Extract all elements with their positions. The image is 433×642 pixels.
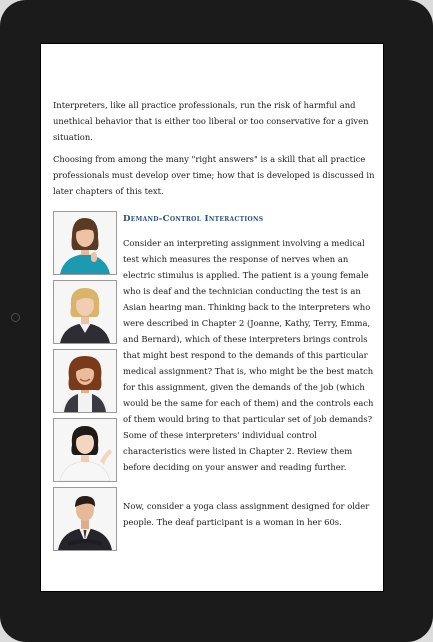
camera-icon (11, 313, 20, 322)
paragraph-right-answers: Choosing from among the many "right answers" is a skill that all practice professionals must develop over time; how that is developed is discussed in later chapters of this text. (53, 154, 375, 196)
portrait-3-icon (53, 349, 117, 413)
paragraph-intro: Interpreters, like all practice professionals, run the risk of harmful and unethical behavior that is either too liberal or too conservative for a given situation. (53, 100, 369, 142)
portrait-2-icon (53, 280, 117, 344)
portrait-4-icon (53, 418, 117, 482)
section-heading: Demand-Control Interactions (123, 214, 264, 224)
portrait-1-icon (53, 211, 117, 275)
portrait-5-icon (53, 487, 117, 551)
interpreter-portraits (53, 211, 117, 556)
paragraph-medical-assignment: Consider an interpreting assignment involving a medical test which measures the response of nerves when an electric stimulus is applied. The patient is a young female who is deaf and the technician conducting the test is an Asian hearing man. Thinking back to the interpreters who were described in Chapter 2 (Joanne, Kathy, Terry, Emma, and Bernard), which of these interpreters brings controls that might best respond to the demands of this particular medical assignment? That is, who might be the best match for this assignment, given the demands of the job (which would be the same for each of them) and the controls each of them would bring to that particular set of job demands? Some of these interpreters' individual control characteristics were listed in Chapter 2. Review them before deciding on your answer and reading further. (123, 238, 374, 472)
paragraph-yoga-assignment: Now, consider a yoga class assignment designed for older people. The deaf participant is a woman in her 60s. (123, 501, 370, 527)
reader-page[interactable] (40, 43, 384, 592)
